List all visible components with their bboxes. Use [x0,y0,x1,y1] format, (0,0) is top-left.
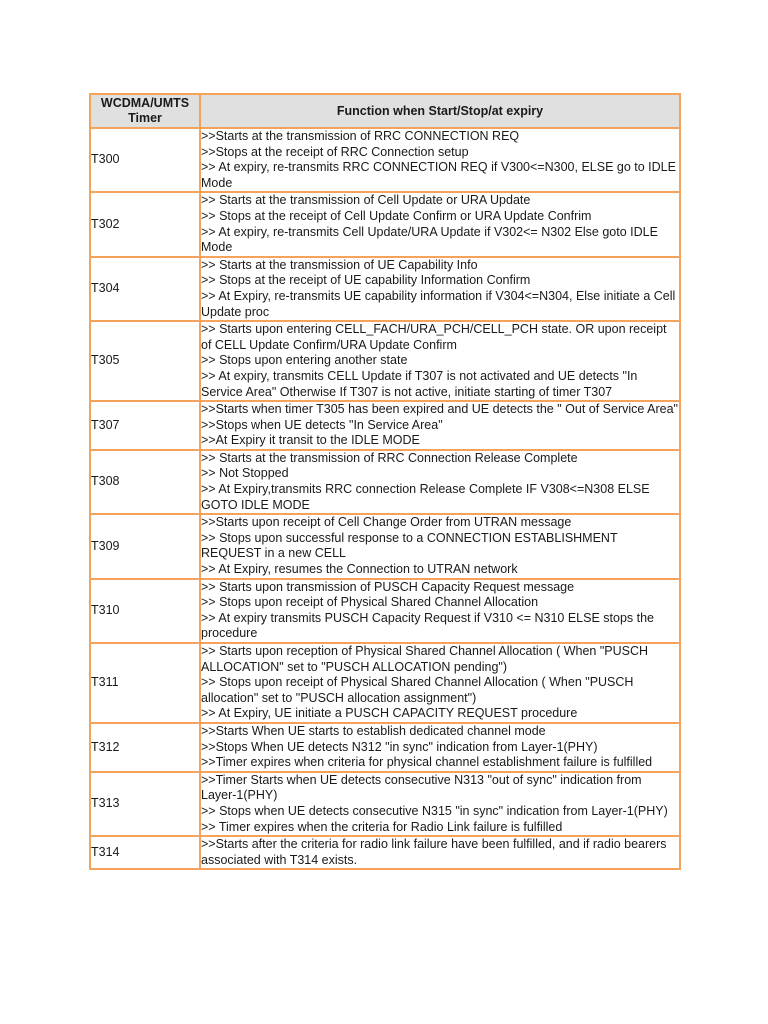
function-line: >> Not Stopped [201,466,289,481]
timer-function [200,772,680,836]
function-line: >> Starts upon entering CELL_FACH/URA_PCH/CELL_PCH state. OR upon receipt of CELL Update Confirm/URA Update Confirm [201,322,667,352]
timer-name: T307 [90,401,200,450]
function-line: >>Stops When UE detects N312 "in sync" indication from Layer-1(PHY) [201,739,598,754]
function-line: >> Starts at the transmission of UE Capability Info [201,257,478,272]
timer-function [200,257,680,321]
timer-name: T304 [90,257,200,321]
function-line: >>Timer Starts when UE detects consecutive N313 "out of sync" indication from Layer-1(PHY) [201,772,642,803]
timer-function [200,723,680,772]
function-line: >> Stops upon receipt of Physical Shared Channel Allocation ( When "PUSCH allocation" set to "PUSCH allocation assignment") [201,675,634,705]
table-body [90,128,680,869]
table-row [90,192,680,256]
function-line: >>Stops at the receipt of RRC Connection setup [201,144,469,159]
function-line: >> At expiry, re-transmits Cell Update/URA Update if V302<= N302 Else goto IDLE Mode [201,224,658,255]
function-line: >> Starts at the transmission of Cell Update or URA Update [201,193,531,208]
function-line: >> Stops upon receipt of Physical Shared Channel Allocation [201,595,539,610]
table-header-row [90,94,680,128]
timer-function [200,643,680,723]
function-line: >> At Expiry, resumes the Connection to UTRAN network [201,562,518,577]
function-line: >> Stops when UE detects consecutive N315 "in sync" indication from Layer-1(PHY) [201,803,668,818]
table-row [90,128,680,192]
function-line: >> Stops at the receipt of UE capability Information Confirm [201,273,531,288]
function-line: >> Starts upon reception of Physical Shared Channel Allocation ( When "PUSCH ALLOCATION" set to "PUSCH ALLOCATION pending") [201,644,649,674]
header-function: Function when Start/Stop/at expiry [200,94,680,128]
timer-name: T314 [90,836,200,869]
function-line: >>Starts at the transmission of RRC CONNECTION REQ [201,129,520,143]
function-line: >> At expiry, transmits CELL Update if T307 is not activated and UE detects "In Service Area" Otherwise If T307 is not active, initiate starting of timer T307 [201,368,638,399]
function-line: >> At Expiry,transmits RRC connection Release Complete IF V308<=N308 ELSE GOTO IDLE MODE [201,482,650,512]
table-row [90,836,680,869]
timer-name: T312 [90,723,200,772]
function-line: >>Starts When UE starts to establish dedicated channel mode [201,723,546,738]
timer-name: T309 [90,514,200,578]
function-line: >> Stops upon successful response to a CONNECTION ESTABLISHMENT REQUEST in a new CELL [201,530,618,561]
timer-name: T313 [90,772,200,836]
timer-function [200,836,680,869]
function-line: >> At expiry, re-transmits RRC CONNECTION REQ if V300<=N300, ELSE go to IDLE Mode [201,160,676,190]
function-line: >> At Expiry, UE initiate a PUSCH CAPACITY REQUEST procedure [201,706,578,721]
function-line: >>At Expiry it transit to the IDLE MODE [201,433,420,448]
timer-function [200,579,680,643]
function-line: >>Starts upon receipt of Cell Change Order from UTRAN message [201,515,572,530]
function-line: >> At Expiry, re-transmits UE capability information if V304<=N304, Else initiate a Cell Update proc [201,288,676,319]
function-line: >> Stops upon entering another state [201,353,408,368]
table-row [90,514,680,578]
timer-name: T310 [90,579,200,643]
function-line: >> At expiry transmits PUSCH Capacity Request if V310 <= N310 ELSE stops the procedure [201,610,655,641]
timers-table [89,93,681,870]
function-line: >>Starts after the criteria for radio link failure have been fulfilled, and if radio bearers associated with T314 exists. [201,837,667,867]
timer-function [200,450,680,514]
table-row [90,401,680,450]
timer-name: T311 [90,643,200,723]
table-row [90,321,680,401]
function-line: >>Stops when UE detects "In Service Area" [201,417,443,432]
table-row [90,579,680,643]
header-timer: WCDMA/UMTS Timer [90,94,200,128]
table-row [90,723,680,772]
timer-function [200,401,680,450]
table-row [90,643,680,723]
timer-name: T300 [90,128,200,192]
function-line: >> Timer expires when the criteria for Radio Link failure is fulfilled [201,819,563,834]
timer-function [200,128,680,192]
function-line: >> Stops at the receipt of Cell Update Confirm or URA Update Confrim [201,208,592,223]
table-row [90,450,680,514]
timer-function [200,514,680,578]
timer-function [200,321,680,401]
timer-name: T308 [90,450,200,514]
function-line: >>Timer expires when criteria for physical channel establishment failure is fulfilled [201,755,653,770]
function-line: >> Starts upon transmission of PUSCH Capacity Request message [201,579,575,594]
timer-function [200,192,680,256]
table-row [90,772,680,836]
function-line: >> Starts at the transmission of RRC Connection Release Complete [201,450,578,465]
timer-name: T305 [90,321,200,401]
timer-name: T302 [90,192,200,256]
table-row [90,257,680,321]
function-line: >>Starts when timer T305 has been expired and UE detects the " Out of Service Area" [201,402,678,417]
